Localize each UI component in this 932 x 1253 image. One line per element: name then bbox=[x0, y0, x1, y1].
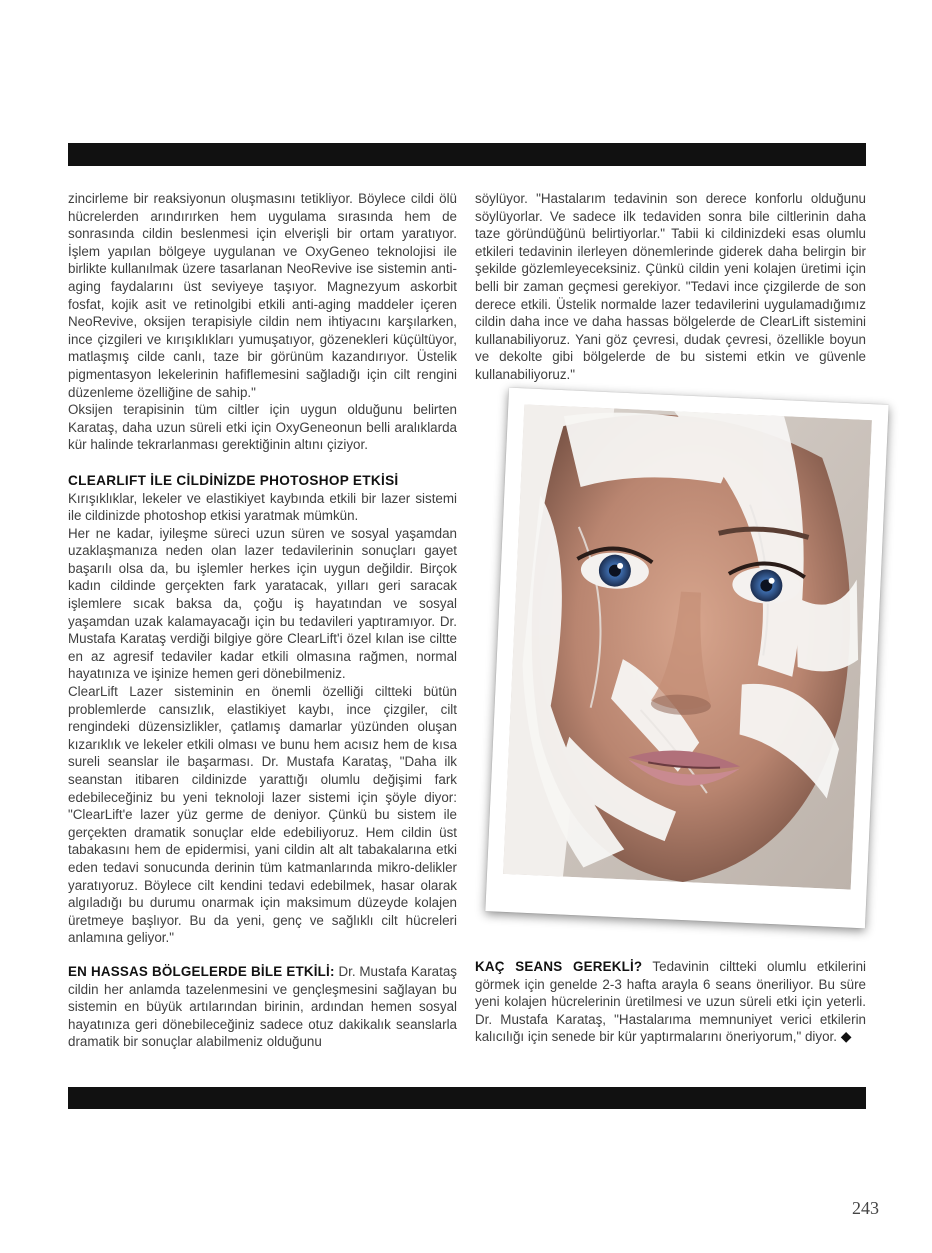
sensitive-paragraph bbox=[68, 963, 457, 1051]
left-column bbox=[68, 190, 457, 1051]
end-mark-icon: ◆ bbox=[840, 1028, 852, 1045]
face-illustration bbox=[503, 404, 872, 889]
clearlift-paragraph-2: Her ne kadar, iyileşme süreci uzun süren ve sosyal yaşamdan uzaklaşmanıza neden olan lazer tedavilerinin sonuçları gayet başarılı olsa da, bu işlemler herkes için uygun değildir. Birçok kadın cildinde gerçekten fark yaratacak, yılları geri saracak işlemlere sıcak baksa da, çoğu iş hayatından ve sosyal yaşamdan uzak kalamayacağı için bu tedavileri yaptıramıyor. Dr. Mustafa Karataş verdiği bilgiye göre ClearLift'i özel kılan ise ciltte en az agresif tedaviler kadar etkili olmasına rağmen, normal hayatınıza ve işinize hemen geri dönebilmeniz. bbox=[68, 525, 457, 682]
top-black-bar bbox=[68, 143, 866, 166]
intro-paragraph: zincirleme bir reaksiyonun oluşmasını tetikliyor. Böylece cildi ölü hücrelerden arındırırken hem uygulama sırasında hem de sonrasında cildin beslenmesi için elverişli bir ortam yaratıyor. İşlem yapılan bölgeye uygulanan ve OxyGeneo teknolojisi ile birlikte kullanılmak üzere tasarlanan NeoRevive ise sistemin anti-aging faydalarını üst seviyeye taşıyor. Magnezyum askorbit fosfat, kojik asit ve retinolgibi etkili anti-aging maddeler içeren NeoRevive, oksijen terapisiyle cildin nem ihtiyacını karşılarken, ince çizgileri ve kırışıklıkları yumuşatıyor, gözenekleri küçültüyor, matlaşmış cilde canlı, taze bir görünüm kazandırıyor. Üstelik pigmentasyon lekelerinin hafiflemesini sağladığı için cilt rengini düzenleme özelliğine de sahip." bbox=[68, 191, 457, 400]
face-photo bbox=[485, 388, 888, 929]
right-column-top bbox=[475, 190, 866, 384]
sessions-heading: KAÇ SEANS GEREKLİ? bbox=[475, 959, 643, 974]
oxygeneo-paragraph: Oksijen terapisinin tüm ciltler için uygun olduğunu belirten Karataş, daha uzun süreli etki için OxyGeneonun belli aralıklarda kür halinde tekrarlanması gerektiğinin altını çiziyor. bbox=[68, 402, 457, 453]
sessions-text: Tedavinin ciltteki olumlu etkilerini görmek için genelde 2-3 hafta arayla 6 seans öneriliyor. Bu süre yeni kolajen hücrelerinin üretilmesi ve uzun süreli etki için yeterli. Dr. Mustafa Karataş, "Hastalarıma memnuniyet verici etkilerin kalıcılığı için senede bir kür yaptırmalarını öneriyorum," diyor. bbox=[475, 959, 866, 1045]
sensitive-text: Dr. Mustafa Karataş cildin her anlamda tazelenmesini ve gençleşmesini sağlayan bu sistemin en büyük artılarından birinin, ardından hemen sosyal hayatınıza geri dönebileceğiniz sadece otuz dakikalık seanslarla dramatik bir sonuçlar alabilmeniz olduğunu bbox=[68, 963, 457, 1050]
bottom-black-bar bbox=[68, 1087, 866, 1109]
clearlift-paragraph-1: Kırışıklıklar, lekeler ve elastikiyet kaybında etkili bir lazer sistemi ile cildinizde photoshop etkisi yaratmak mümkün. bbox=[68, 490, 457, 524]
sensitive-heading: EN HASSAS BÖLGELERDE BİLE ETKİLİ: bbox=[68, 963, 335, 979]
sessions-paragraph bbox=[475, 958, 866, 1046]
right-column-bottom bbox=[475, 958, 866, 1046]
clearlift-paragraph-3: ClearLift Lazer sisteminin en önemli özelliği ciltteki bütün problemlerde cansızlık, elastikiyet kaybı, ince çizgiler, cilt rengindeki düzensizlikler, çatlamış damarlar yüzünden oluşan kızarıklık ve lekeler etkili olması ve bunu hem acısız hem de kısa sureli seanslar ile başarması. Dr. Mustafa Karataş, "Daha ilk seanstan itibaren cildinizde yarattığı olumlu değişimi fark edebileceğiniz bu yeni teknoloji lazer sistemi için şöyle diyor: "ClearLift'e lazer yüz germe de deniyor. Çünkü bu sistem ile gerçekten dramatik sonuçlar elde edebiliyoruz. Hem cildin üst tabakasını hem de epidermisi, yani cildin alt alt tabakalarına etki eden tedavi sonucunda derinin tüm katmanlarında mikro-delikler yaratıyoruz. Böylece cilt kendini tedavi edebilmek, hasar olarak algıladığı bu durumu onarmak için maksimum düzeyde kolajen üretmeye başlıyor. Bu da yeni, genç ve sağlıklı cilt hücreleri anlamına geliyor." bbox=[68, 684, 457, 946]
continuation-paragraph: söylüyor. "Hastalarım tedavinin son derece konforlu olduğunu söylüyorlar. Ve sadece ilk tedaviden sonra bile ciltlerinin daha taze göründüğünü belirtiyorlar." Tabii ki cildinizdeki esas olumlu etkileri tedavinin ilerleyen dönemlerinde giderek daha belirgin bir şekilde gözlemleyeceksiniz. Çünkü cildin yeni kolajen üretimi için belli bir zaman geçmesi gerekiyor. "Tedavi ince çizgilerde de son derece etkili. Üstelik normalde lazer tedavilerini uygulamadığımız cildin daha ince ve daha hassas bölgelerde de ClearLift sistemini kullanabiliyoruz. Yani göz çevresi, dudak çevresi, özellikle boyun ve dekolte gibi bölgelerde de bu sistemi etkin ve güvenle kullanabiliyoruz." bbox=[475, 191, 866, 382]
clearlift-heading: CLEARLIFT İLE CİLDİNİZDE PHOTOSHOP ETKİSİ bbox=[68, 472, 399, 488]
page-number: 243 bbox=[852, 1198, 879, 1218]
